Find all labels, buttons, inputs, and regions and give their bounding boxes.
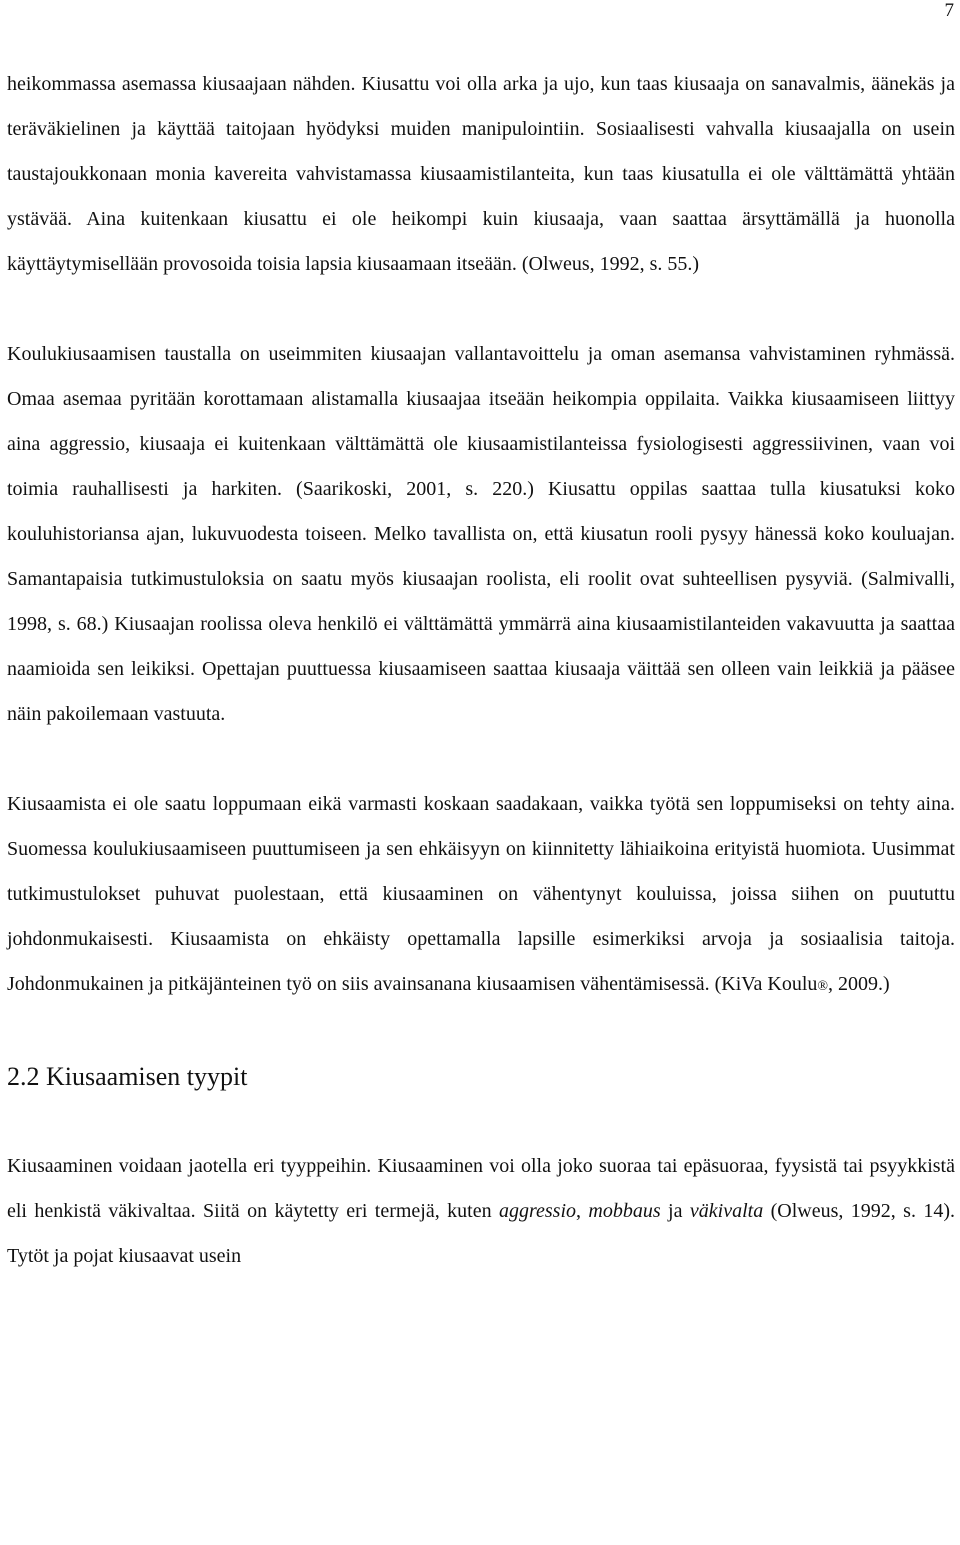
paragraph-4-text-end: (Olweus, 1992, s. 14). Tytöt ja pojat kiusaavat usein — [7, 1200, 955, 1267]
paragraph-4-text: Kiusaaminen voidaan jaotella eri tyyppeihin. Kiusaaminen voi olla joko suoraa tai epäsuoraa, fyysistä tai psyykkistä eli henkistä väkivaltaa. Siitä on käytetty eri termejä, kuten — [7, 1155, 955, 1222]
registered-mark: ® — [817, 979, 829, 994]
paragraph-3-citation-end: , 2009.) — [828, 973, 890, 995]
paragraph-1: heikommassa asemassa kiusaajaan nähden. Kiusattu voi olla arka ja ujo, kun taas kiusaaja on sanavalmis, äänekäs ja teräväkielinen ja käyttää taitojaan hyödyksi muiden manipulointiin. Sosiaalisesti vahvalla kiusaajalla on usein taustajoukkonaan monia kavereita vahvistamassa kiusaamistilanteita, kun taas kiusatulla ei ole välttämättä yhtään ystävää. Aina kuitenkaan kiusattu ei ole heikompi kuin kiusaaja, vaan saattaa ärsyttämällä ja huonolla käyttäytymisellään provosoida toisia lapsia kiusaamaan itseään. (Olweus, 1992, s. 55.) — [7, 73, 955, 275]
paragraph-3 — [7, 782, 955, 1009]
term-vakivalta: väkivalta — [689, 1200, 764, 1222]
term-separator: , — [576, 1200, 589, 1222]
paragraph-2: Koulukiusaamisen taustalla on useimmiten kiusaajan vallantavoittelu ja oman asemansa vahvistaminen ryhmässä. Omaa asemaa pyritään korottamaan alistamalla kiusaajaa itseään heikompia oppilaita. Vaikka kiusaamiseen liittyy aina aggressio, kiusaaja ei kuitenkaan välttämättä ole kiusaamistilanteissa fysiologisesti aggressiivinen, vaan voi toimia rauhallisesti ja harkiten. (Saarikoski, 2001, s. 220.) Kiusattu oppilas saattaa tulla kiusatuksi koko kouluhistoriansa ajan, lukuvuodesta toiseen. Melko tavallista on, että kiusatun rooli pysyy hänessä koko kouluajan. Samantapaisia tutkimustuloksia on saatu myös kiusaajan roolista, eli roolit ovat suhteellisen pysyviä. (Salmivalli, 1998, s. 68.) Kiusaajan roolissa oleva henkilö ei välttämättä ymmärrä aina kiusaamistilanteiden vakavuutta ja saattaa naamioida sen leikiksi. Opettajan puuttuessa kiusaamiseen saattaa kiusaaja väittää sen olleen vain leikkiä ja pääsee näin pakoilemaan vastuuta. — [7, 343, 955, 725]
term-mobbaus: mobbaus — [588, 1200, 661, 1222]
document-body — [7, 62, 955, 1279]
term-separator: ja — [660, 1200, 690, 1222]
paragraph-3-text: Kiusaamista ei ole saatu loppumaan eikä varmasti koskaan saadakaan, vaikka työtä sen loppumiseksi on tehty aina. Suomessa koulukiusaamiseen puuttumiseen ja sen ehkäisyyn on kiinnitetty lähiaikoina erityistä huomiota. Uusimmat tutkimustulokset puhuvat puolestaan, että kiusaaminen on vähentynyt kouluissa, joissa siihen on puututtu johdonmukaisesti. Kiusaamista on ehkäisty opettamalla lapsille esimerkiksi arvoja ja sosiaalisia taitoja. Johdonmukainen ja pitkäjänteinen työ on siis avainsanana kiusaamisen vähentämisessä. (KiVa Koulu — [7, 793, 955, 995]
paragraph-4 — [7, 1144, 955, 1279]
paragraph-spacer — [7, 737, 955, 782]
paragraph-spacer — [7, 287, 955, 332]
heading-spacer — [7, 1099, 955, 1144]
term-aggressio: aggressio — [498, 1200, 577, 1222]
section-heading: 2.2 Kiusaamisen tyypit — [7, 1062, 248, 1091]
paragraph-spacer — [7, 1009, 955, 1054]
page-number: 7 — [944, 0, 954, 21]
